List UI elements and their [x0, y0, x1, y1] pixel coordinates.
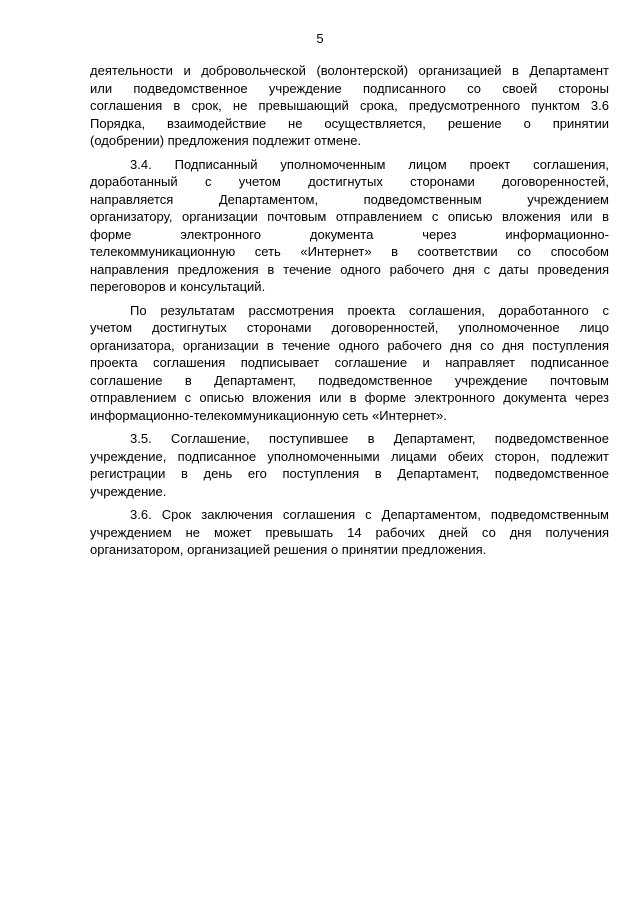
paragraph-3-4 [90, 156, 609, 296]
text-line: телекоммуникационную сеть «Интернет» в соответствии со способом [90, 244, 609, 259]
text-line: переговоров и консультаций. [90, 279, 266, 294]
text-line: Порядка, взаимодействие не осуществляется, решение о принятии [90, 115, 609, 131]
text-line: (одобрении) предложения подлежит отмене. [90, 133, 362, 148]
text-line: организатором, организацией решения о принятии предложения. [90, 542, 487, 557]
text-line: 3.6. Срок заключения соглашения с Департаментом, подведомственным [130, 507, 609, 522]
text-line: организатора, организации в течение одного рабочего дня со дня поступления [90, 337, 609, 353]
paragraph-continuation [90, 62, 609, 150]
text-line: проекта соглашения подписывает соглашение и направляет подписанное [90, 355, 609, 370]
text-line: организатору, организации почтовым отправлением с описью вложения или в [90, 209, 609, 224]
text-line: По результатам рассмотрения проекта соглашения, доработанного с [130, 302, 609, 318]
text-line: форме электронного документа через информационно- [90, 226, 609, 242]
text-line: доработанный с учетом достигнутых сторонами договоренностей, [90, 174, 609, 189]
page-number: 5 [316, 31, 324, 46]
text-line: направляется Департаментом, подведомственным учреждением [90, 191, 609, 207]
text-line: деятельности и добровольческой (волонтерской) организацией в Департамент [90, 63, 609, 78]
text-line: регистрации в день его поступления в Департамент, подведомственное [90, 466, 609, 481]
text-line: 3.5. Соглашение, поступившее в Департамент, подведомственное [130, 431, 609, 446]
text-line: учреждение. [90, 483, 167, 499]
text-line: соглашение в Департамент, подведомственное учреждение почтовым [90, 372, 609, 388]
text-line: отправлением с описью вложения или в форме электронного документа через [90, 390, 609, 405]
text-line: учетом достигнутых сторонами договоренностей, уполномоченное лицо [90, 320, 609, 335]
paragraph-3-6 [90, 506, 609, 559]
text-line: 3.4. Подписанный уполномоченным лицом проект соглашения, [130, 156, 609, 172]
text-line: учреждение, подписанное уполномоченными лицами обеих сторон, подлежит [90, 448, 609, 464]
document-body [90, 62, 609, 565]
text-line: учреждением не может превышать 14 рабочих дней со дня получения [90, 524, 609, 540]
text-line: или подведомственное учреждение подписанного со своей стороны [90, 80, 609, 96]
paragraph-review-results [90, 302, 609, 425]
text-line: информационно-телекоммуникационную сеть «Интернет». [90, 407, 447, 423]
text-line: соглашения в срок, не превышающий срока, предусмотренного пунктом 3.6 [90, 98, 609, 113]
paragraph-3-5 [90, 430, 609, 500]
text-line: направления предложения в течение одного рабочего дня с даты проведения [90, 261, 609, 277]
